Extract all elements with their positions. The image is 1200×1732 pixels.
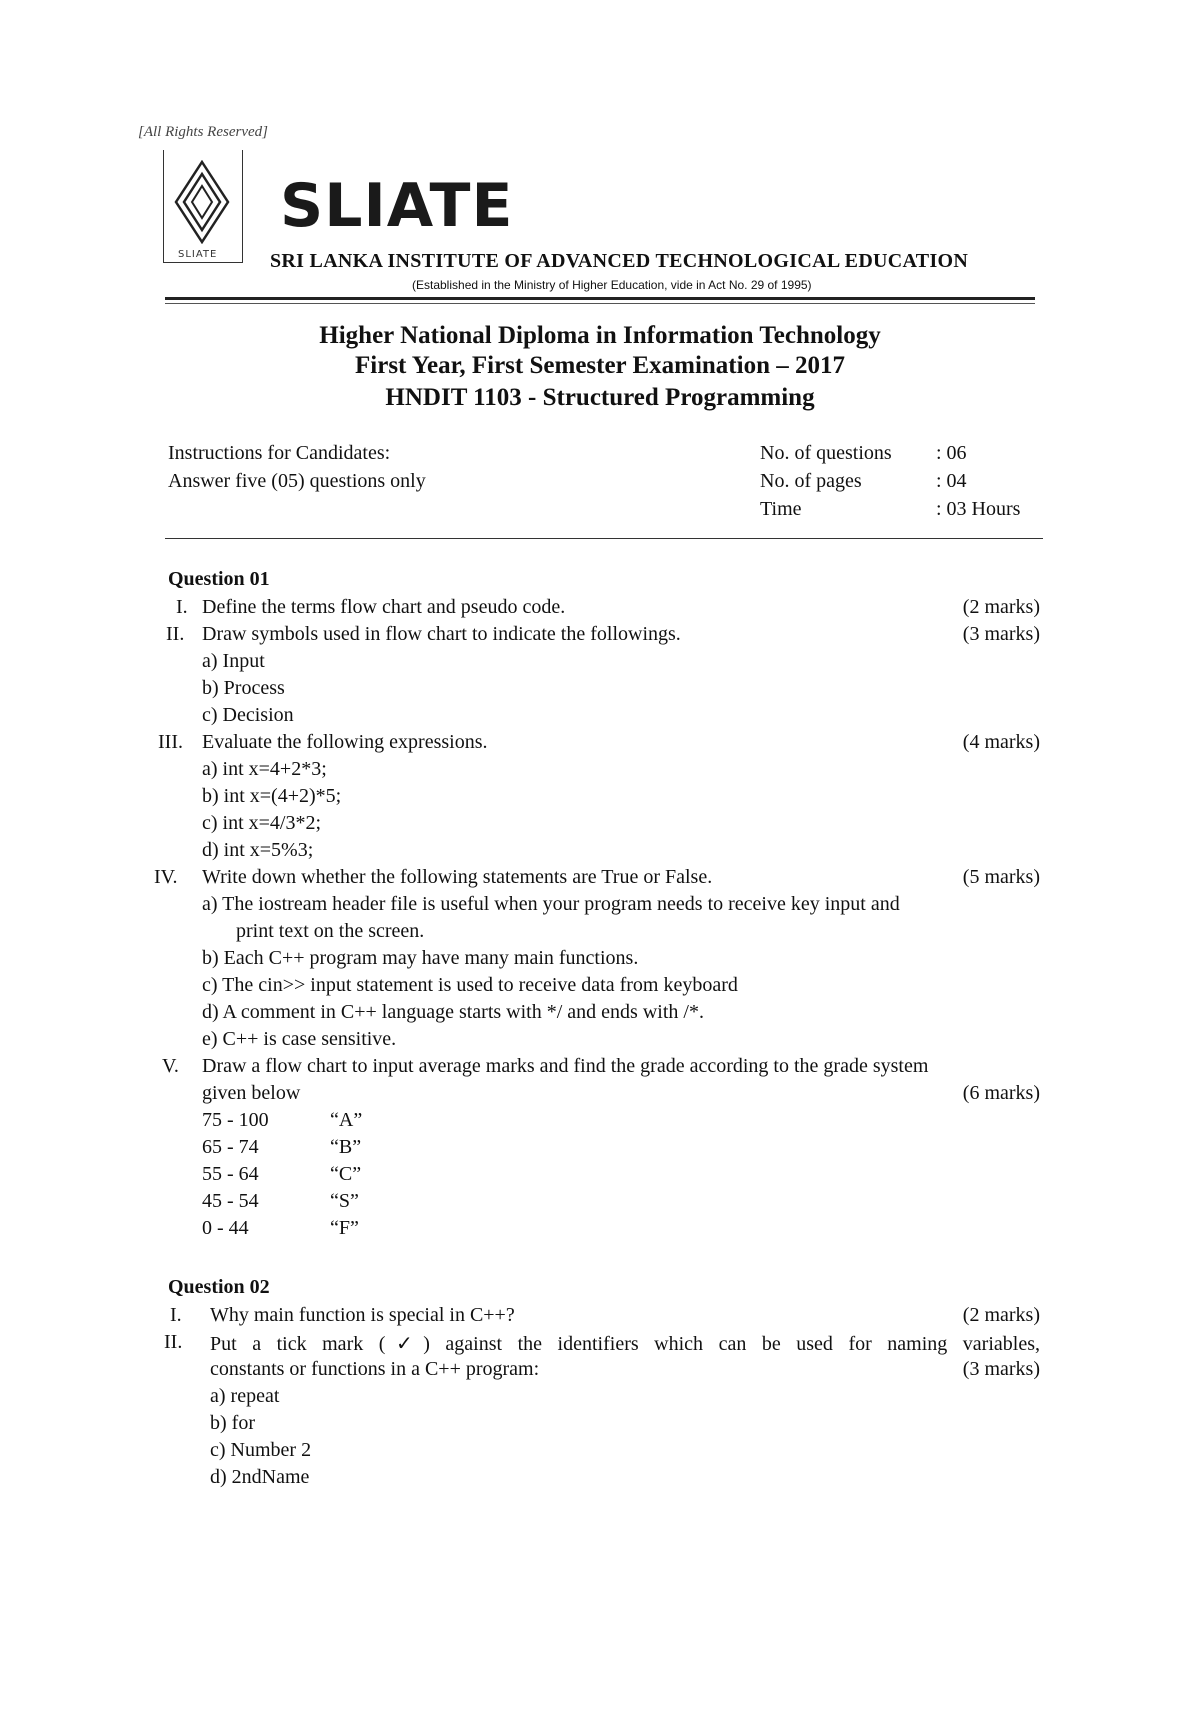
establishment-note: (Established in the Ministry of Higher Education, vide in Act No. 29 of 1995)	[412, 278, 812, 292]
part-text-continuation: given below	[202, 1082, 301, 1104]
institute-name: SRI LANKA INSTITUTE OF ADVANCED TECHNOLOGICAL EDUCATION	[270, 250, 969, 272]
grade-range: 75 - 100	[202, 1109, 269, 1131]
list-item: d) 2ndName	[210, 1466, 310, 1488]
exam-title-line2: First Year, First Semester Examination – 2017	[355, 352, 845, 379]
logo-caption: SLIATE	[178, 249, 218, 260]
header-rule-thick	[165, 297, 1035, 300]
list-item: b) int x=(4+2)*5;	[202, 785, 342, 807]
grade-range: 65 - 74	[202, 1136, 259, 1158]
part-number: I.	[176, 596, 188, 618]
list-item: c) Decision	[202, 704, 294, 726]
marks-label: (2 marks)	[962, 596, 1040, 618]
part-text-continuation: constants or functions in a C++ program:	[210, 1358, 540, 1380]
brand-wordmark: SLIATE	[280, 171, 514, 241]
logo-emblem-icon	[170, 160, 234, 244]
list-item: b) Each C++ program may have many main functions.	[202, 947, 639, 969]
meta-value: : 04	[936, 470, 967, 492]
marks-label: (5 marks)	[962, 866, 1040, 888]
list-item: a) int x=4+2*3;	[202, 758, 327, 780]
part-number: I.	[170, 1304, 182, 1326]
meta-value: : 03 Hours	[936, 498, 1021, 520]
marks-label: (3 marks)	[962, 1358, 1040, 1380]
grade-range: 0 - 44	[202, 1217, 249, 1239]
part-number: II.	[164, 1331, 183, 1353]
rights-notice: [All Rights Reserved]	[138, 124, 268, 140]
part-text: Put a tick mark (✓) against the identifiers which can be used for naming variables,	[210, 1333, 1040, 1355]
grade-letter: “A”	[330, 1109, 363, 1131]
list-item-continuation: print text on the screen.	[236, 920, 425, 942]
question-title: Question 01	[168, 568, 270, 590]
list-item: b) for	[210, 1412, 255, 1434]
part-text: Draw a flow chart to input average marks and find the grade according to the grade system	[202, 1055, 929, 1077]
part-text: Evaluate the following expressions.	[202, 731, 488, 753]
part-text: Draw symbols used in flow chart to indicate the followings.	[202, 623, 681, 645]
instructions-heading: Instructions for Candidates:	[168, 442, 391, 464]
grade-range: 45 - 54	[202, 1190, 259, 1212]
grade-letter: “S”	[330, 1190, 359, 1212]
section-divider	[165, 538, 1043, 539]
grade-range: 55 - 64	[202, 1163, 259, 1185]
part-text: Write down whether the following statements are True or False.	[202, 866, 713, 888]
part-number: V.	[162, 1055, 179, 1077]
list-item: a) The iostream header file is useful when your program needs to receive key input and	[202, 893, 900, 915]
list-item: c) The cin>> input statement is used to receive data from keyboard	[202, 974, 738, 996]
question-title: Question 02	[168, 1276, 270, 1298]
grade-letter: “C”	[330, 1163, 362, 1185]
list-item: e) C++ is case sensitive.	[202, 1028, 397, 1050]
list-item: c) int x=4/3*2;	[202, 812, 322, 834]
exam-title-line1: Higher National Diploma in Information Technology	[319, 322, 881, 349]
list-item: d) A comment in C++ language starts with */ and ends with /*.	[202, 1001, 704, 1023]
marks-label: (3 marks)	[962, 623, 1040, 645]
part-number: IV.	[154, 866, 178, 888]
list-item: c) Number 2	[210, 1439, 312, 1461]
list-item: d) int x=5%3;	[202, 839, 314, 861]
list-item: b) Process	[202, 677, 285, 699]
part-number: II.	[166, 623, 185, 645]
meta-label: No. of pages	[760, 470, 862, 492]
meta-value: : 06	[936, 442, 967, 464]
institute-logo	[163, 150, 243, 263]
exam-title-line3: HNDIT 1103 - Structured Programming	[385, 384, 815, 411]
part-text: Define the terms flow chart and pseudo code.	[202, 596, 566, 618]
list-item: a) repeat	[210, 1385, 280, 1407]
list-item: a) Input	[202, 650, 265, 672]
header-rule-thin	[165, 303, 1035, 304]
meta-label: No. of questions	[760, 442, 892, 464]
grade-letter: “B”	[330, 1136, 362, 1158]
marks-label: (6 marks)	[962, 1082, 1040, 1104]
part-number: III.	[158, 731, 183, 753]
part-text: Why main function is special in C++?	[210, 1304, 515, 1326]
grade-letter: “F”	[330, 1217, 359, 1239]
instructions-text: Answer five (05) questions only	[168, 470, 426, 492]
marks-label: (2 marks)	[962, 1304, 1040, 1326]
meta-label: Time	[760, 498, 802, 520]
marks-label: (4 marks)	[962, 731, 1040, 753]
